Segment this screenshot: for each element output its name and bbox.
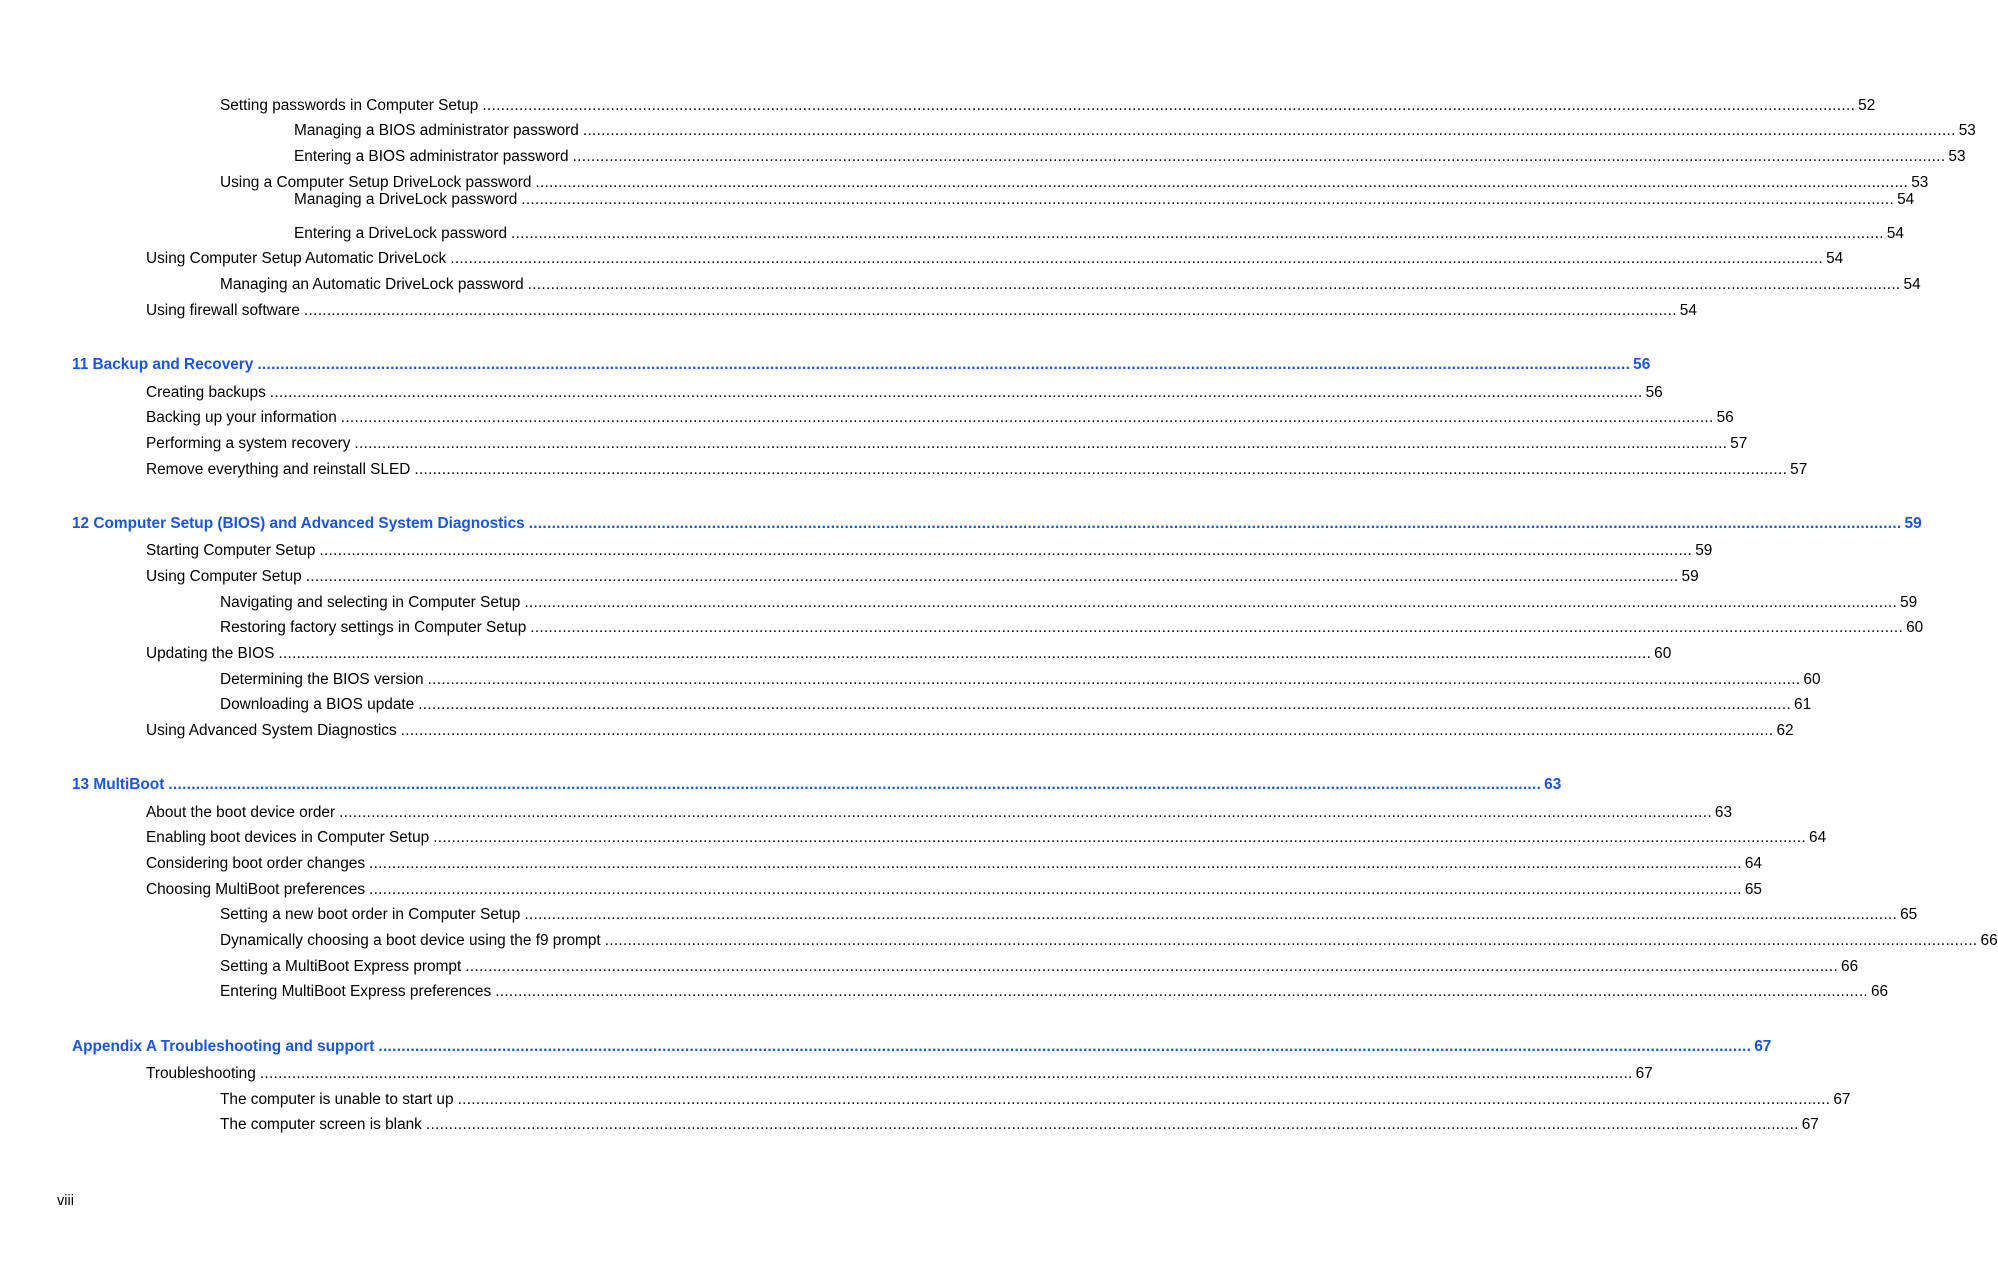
toc-entry-page-number: 57 <box>1790 461 1808 478</box>
toc-entry[interactable] <box>146 433 1748 455</box>
dot-leader: ............................................................................................................................................................................................................................................................................................................ <box>319 542 1693 559</box>
toc-entry-title: About the boot device order <box>146 804 336 821</box>
dot-leader: ............................................................................................................................................................................................................................................................................................................ <box>450 250 1824 267</box>
dot-leader: ............................................................................................................................................................................................................................................................................................................ <box>425 1116 1799 1133</box>
dot-leader: ............................................................................................................................................................................................................................................................................................................ <box>528 515 1902 532</box>
toc-entry-page-number: 53 <box>1958 122 1976 139</box>
dot-leader: ............................................................................................................................................................................................................................................................................................................ <box>530 619 1904 636</box>
dot-leader: ............................................................................................................................................................................................................................................................................................................ <box>378 1038 1752 1055</box>
toc-entry-page-number: 66 <box>1841 958 1859 975</box>
dot-leader: ............................................................................................................................................................................................................................................................................................................ <box>511 225 1884 242</box>
toc-entry[interactable] <box>294 146 1966 168</box>
dot-leader: ............................................................................................................................................................................................................................................................................................................ <box>427 671 1801 688</box>
dot-leader: ............................................................................................................................................................................................................................................................................................................ <box>482 97 1856 114</box>
toc-chapter-entry[interactable] <box>72 513 1922 535</box>
toc-entry[interactable] <box>294 189 1915 211</box>
toc-entry[interactable] <box>220 669 1821 691</box>
toc-entry-title: Dynamically choosing a boot device using the f9 prompt <box>220 932 601 949</box>
toc-entry-page-number: 54 <box>1903 276 1921 293</box>
toc-entry-title: Setting a new boot order in Computer Setup <box>220 906 521 923</box>
toc-entry-page-number: 56 <box>1633 356 1651 373</box>
toc-entry-title: 12 Computer Setup (BIOS) and Advanced System Diagnostics <box>72 515 525 532</box>
toc-entry[interactable] <box>220 95 1876 117</box>
toc-entry[interactable] <box>220 930 1998 952</box>
toc-entry[interactable] <box>220 981 1889 1003</box>
toc-entry-page-number: 53 <box>1911 174 1929 191</box>
dot-leader: ............................................................................................................................................................................................................................................................................................................ <box>414 461 1788 478</box>
toc-entry[interactable] <box>146 248 1844 270</box>
toc-entry[interactable] <box>294 120 1976 142</box>
toc-entry-title: Setting a MultiBoot Express prompt <box>220 958 462 975</box>
toc-entry-title: Setting passwords in Computer Setup <box>220 97 479 114</box>
toc-entry-title: Appendix A Troubleshooting and support <box>72 1038 375 1055</box>
dot-leader: ............................................................................................................................................................................................................................................................................................................ <box>524 594 1898 611</box>
toc-entry-page-number: 54 <box>1897 191 1915 208</box>
toc-entry-title: Managing a BIOS administrator password <box>294 122 579 139</box>
dot-leader: ............................................................................................................................................................................................................................................................................................................ <box>369 855 1742 872</box>
toc-entry-page-number: 65 <box>1900 906 1918 923</box>
toc-entry-page-number: 64 <box>1744 855 1762 872</box>
toc-entry[interactable] <box>146 459 1808 481</box>
toc-entry-page-number: 56 <box>1716 409 1734 426</box>
toc-entry-page-number: 57 <box>1730 435 1748 452</box>
toc-entry-title: Managing a DriveLock password <box>294 191 518 208</box>
dot-leader: ............................................................................................................................................................................................................................................................................................................ <box>535 174 1909 191</box>
toc-entry-title: Restoring factory settings in Computer Setup <box>220 619 527 636</box>
toc-entry-title: Enabling boot devices in Computer Setup <box>146 829 430 846</box>
toc-entry[interactable] <box>220 274 1921 296</box>
toc-entry-page-number: 59 <box>1900 594 1918 611</box>
dot-leader: ............................................................................................................................................................................................................................................................................................................ <box>457 1091 1831 1108</box>
dot-leader: ............................................................................................................................................................................................................................................................................................................ <box>257 356 1631 373</box>
toc-entry[interactable] <box>146 566 1699 588</box>
toc-entry[interactable] <box>220 617 1924 639</box>
toc-entry-title: Entering a BIOS administrator password <box>294 148 569 165</box>
toc-entry-title: The computer is unable to start up <box>220 1091 454 1108</box>
toc-entry-page-number: 67 <box>1754 1038 1772 1055</box>
toc-entry-page-number: 60 <box>1654 645 1672 662</box>
page-number: viii <box>57 1193 74 1209</box>
toc-entry[interactable] <box>146 879 1762 901</box>
toc-entry-title: Entering a DriveLock password <box>294 225 508 242</box>
dot-leader: ............................................................................................................................................................................................................................................................................................................ <box>495 983 1868 1000</box>
toc-entry-page-number: 65 <box>1744 881 1762 898</box>
toc-entry-page-number: 59 <box>1904 515 1922 532</box>
toc-entry-title: Determining the BIOS version <box>220 671 424 688</box>
toc-entry[interactable] <box>146 1063 1653 1085</box>
toc-entry-title: The computer screen is blank <box>220 1116 422 1133</box>
toc-entry-title: Updating the BIOS <box>146 645 275 662</box>
toc-entry[interactable] <box>146 802 1733 824</box>
toc-entry-page-number: 56 <box>1645 384 1663 401</box>
toc-entry-page-number: 61 <box>1794 696 1812 713</box>
toc-entry-title: Using firewall software <box>146 302 300 319</box>
toc-entry-title: Starting Computer Setup <box>146 542 316 559</box>
toc-entry[interactable] <box>146 407 1734 429</box>
toc-entry-title: Choosing MultiBoot preferences <box>146 881 366 898</box>
dot-leader: ............................................................................................................................................................................................................................................................................................................ <box>269 384 1643 401</box>
dot-leader: ............................................................................................................................................................................................................................................................................................................ <box>604 932 1978 949</box>
dot-leader: ............................................................................................................................................................................................................................................................................................................ <box>340 409 1714 426</box>
toc-entry-page-number: 54 <box>1886 225 1904 242</box>
dot-leader: ............................................................................................................................................................................................................................................................................................................ <box>305 568 1679 585</box>
toc-entry-page-number: 53 <box>1948 148 1966 165</box>
toc-entry[interactable] <box>146 720 1794 742</box>
toc-entry-page-number: 62 <box>1776 722 1794 739</box>
toc-entry-page-number: 52 <box>1858 97 1876 114</box>
toc-entry-title: Using Computer Setup <box>146 568 302 585</box>
dot-leader: ............................................................................................................................................................................................................................................................................................................ <box>527 276 1901 293</box>
toc-entry[interactable] <box>220 1089 1851 1111</box>
toc-entry-page-number: 54 <box>1826 250 1844 267</box>
toc-entry-title: Using a Computer Setup DriveLock password <box>220 174 532 191</box>
toc-entry[interactable] <box>220 694 1812 716</box>
toc-entry-title: 13 MultiBoot <box>72 776 165 793</box>
toc-entry-page-number: 64 <box>1809 829 1827 846</box>
toc-entry[interactable] <box>220 592 1918 614</box>
toc-entry[interactable] <box>146 853 1762 875</box>
dot-leader: ............................................................................................................................................................................................................................................................................................................ <box>168 776 1542 793</box>
dot-leader: ............................................................................................................................................................................................................................................................................................................ <box>521 191 1895 208</box>
toc-entry-page-number: 66 <box>1871 983 1889 1000</box>
toc-entry-page-number: 63 <box>1714 804 1733 821</box>
toc-entry[interactable] <box>220 1114 1819 1136</box>
dot-leader: ............................................................................................................................................................................................................................................................................................................ <box>339 804 1712 821</box>
toc-entry-page-number: 60 <box>1803 671 1821 688</box>
toc-entry-page-number: 67 <box>1833 1091 1851 1108</box>
toc-entry-page-number: 60 <box>1906 619 1924 636</box>
dot-leader: ............................................................................................................................................................................................................................................................................................................ <box>465 958 1839 975</box>
toc-entry[interactable] <box>220 956 1859 978</box>
dot-leader: ............................................................................................................................................................................................................................................................................................................ <box>572 148 1946 165</box>
toc-entry[interactable] <box>146 382 1663 404</box>
toc-entry-title: Downloading a BIOS update <box>220 696 415 713</box>
toc-entry[interactable] <box>220 904 1918 926</box>
toc-chapter-entry[interactable] <box>72 1036 1772 1058</box>
dot-leader: ............................................................................................................................................................................................................................................................................................................ <box>278 645 1652 662</box>
toc-entry-title: Creating backups <box>146 384 266 401</box>
toc-entry[interactable] <box>146 300 1697 322</box>
toc-entry[interactable] <box>146 827 1827 849</box>
toc-entry-title: Remove everything and reinstall SLED <box>146 461 411 478</box>
toc-chapter-entry[interactable] <box>72 774 1562 796</box>
toc-entry-title: Navigating and selecting in Computer Setup <box>220 594 521 611</box>
dot-leader: ............................................................................................................................................................................................................................................................................................................ <box>369 881 1742 898</box>
toc-entry-title: Managing an Automatic DriveLock password <box>220 276 524 293</box>
toc-entry-title: Using Computer Setup Automatic DriveLock <box>146 250 447 267</box>
dot-leader: ............................................................................................................................................................................................................................................................................................................ <box>418 696 1792 713</box>
toc-entry-page-number: 66 <box>1980 932 1998 949</box>
toc-entry[interactable] <box>294 223 1904 245</box>
toc-entry-title: Performing a system recovery <box>146 435 351 452</box>
dot-leader: ............................................................................................................................................................................................................................................................................................................ <box>433 829 1807 846</box>
toc-entry-page-number: 59 <box>1695 542 1713 559</box>
toc-entry[interactable] <box>146 643 1672 665</box>
toc-entry[interactable] <box>146 540 1713 562</box>
toc-entry-title: Entering MultiBoot Express preferences <box>220 983 492 1000</box>
dot-leader: ............................................................................................................................................................................................................................................................................................................ <box>259 1065 1633 1082</box>
dot-leader: ............................................................................................................................................................................................................................................................................................................ <box>354 435 1728 452</box>
toc-entry-page-number: 67 <box>1801 1116 1819 1133</box>
dot-leader: ............................................................................................................................................................................................................................................................................................................ <box>524 906 1898 923</box>
toc-entry-title: Considering boot order changes <box>146 855 366 872</box>
toc-entry-title: 11 Backup and Recovery <box>72 356 254 373</box>
toc-entry-page-number: 63 <box>1544 776 1562 793</box>
dot-leader: ............................................................................................................................................................................................................................................................................................................ <box>303 302 1677 319</box>
toc-entry-page-number: 67 <box>1635 1065 1653 1082</box>
toc-chapter-entry[interactable] <box>72 354 1651 376</box>
toc-entry-title: Using Advanced System Diagnostics <box>146 722 397 739</box>
toc-entry-title: Backing up your information <box>146 409 337 426</box>
toc-entry-page-number: 59 <box>1681 568 1699 585</box>
toc-entry-title: Troubleshooting <box>146 1065 256 1082</box>
dot-leader: ............................................................................................................................................................................................................................................................................................................ <box>582 122 1956 139</box>
toc-entry-page-number: 54 <box>1679 302 1697 319</box>
dot-leader: ............................................................................................................................................................................................................................................................................................................ <box>400 722 1774 739</box>
